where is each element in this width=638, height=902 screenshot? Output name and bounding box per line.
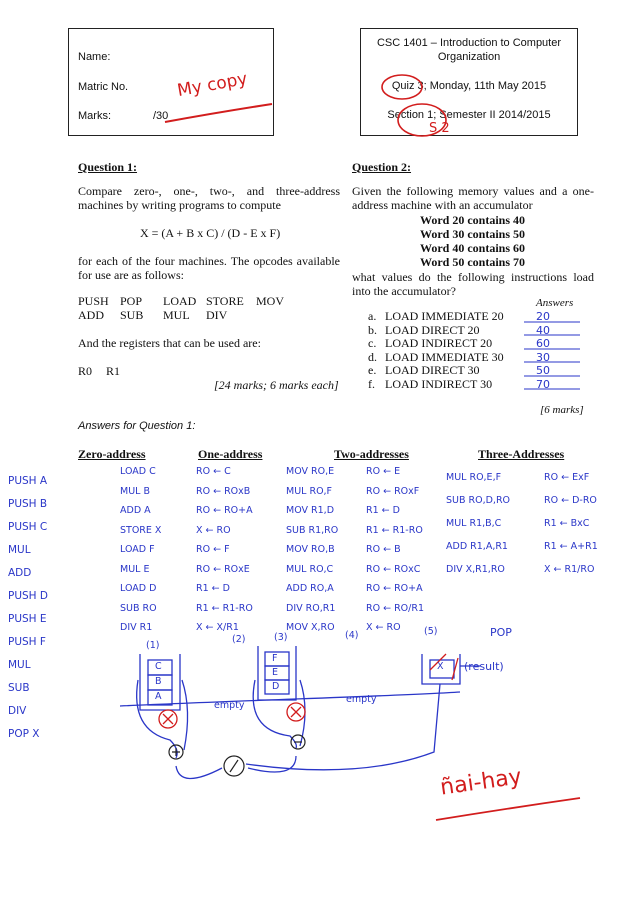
item-text: LOAD DIRECT 20 [385, 322, 480, 337]
code-line: ADD A [120, 505, 151, 516]
code-line: ADD R1,A,R1 [446, 541, 508, 552]
code-line: R1 ← R1-RO [196, 602, 253, 614]
opcode: DIV [206, 308, 228, 322]
name-label: Name: [78, 51, 111, 63]
column-three-addresses: Three-Addresses [478, 447, 565, 461]
item-text: LOAD INDIRECT 30 [385, 376, 493, 391]
empty-label: empty [214, 700, 245, 711]
item-letter: f. [368, 376, 375, 391]
code-line: X ← X/R1 [196, 622, 239, 633]
two-address-rtl [366, 462, 424, 638]
code-line: R1 ← D [366, 505, 400, 516]
code-line: MOV X,RO [286, 622, 335, 633]
code-line: LOAD F [120, 544, 155, 555]
red-circles [380, 60, 460, 150]
column-one-address: One-address [198, 447, 263, 461]
stack1-item: A [155, 691, 162, 702]
stack-line: ADD [8, 567, 32, 579]
code-line: DIV X,R1,RO [446, 564, 505, 575]
q1-marks: [24 marks; 6 marks each] [214, 378, 339, 392]
answers-header: Answers [536, 297, 574, 309]
opcode: STORE [206, 294, 244, 308]
code-line: X ← RO [196, 524, 231, 536]
stack-program [8, 470, 48, 746]
item-answer: 30 [536, 350, 550, 364]
stack-line: MUL [8, 659, 31, 671]
code-line: RO ← D-RO [544, 495, 597, 506]
course-title: CSC 1401 – Introduction to Computer [376, 37, 562, 49]
signature-underline [430, 790, 590, 830]
code-line: MOV R1,D [286, 505, 335, 516]
stack2-item: D [272, 681, 280, 692]
code-line: X ← RO [366, 622, 401, 633]
code-line: X ← R1/RO [544, 564, 595, 575]
code-line: MUL B [120, 485, 150, 497]
code-line: DIV R1 [120, 622, 153, 633]
code-line: MUL RO,F [286, 485, 333, 497]
stack-line: POP X [8, 728, 40, 740]
stack2-item: E [272, 667, 279, 678]
q2-marks: [6 marks] [540, 404, 584, 416]
q1-formula: X = (A + B x C) / (D - E x F) [140, 226, 281, 240]
code-line: SUB R1,RO [286, 524, 339, 536]
item-answer: 60 [536, 337, 550, 350]
register-r1: R1 [106, 364, 121, 378]
column-zero-address: Zero-address [78, 447, 146, 461]
pop-label: POP [490, 626, 512, 639]
opcode: MOV [256, 294, 285, 308]
stack-line: PUSH C [8, 521, 48, 533]
opcode: LOAD [163, 294, 197, 308]
quiz-date: Quiz 3; Monday, 11th May 2015 [391, 80, 547, 92]
code-line: MUL R1,B,C [446, 518, 502, 529]
handwritten-section: S 2 [429, 121, 450, 136]
stack1-item: B [155, 676, 162, 687]
code-line: RO ← F [196, 544, 230, 555]
code-line: RO ← B [366, 544, 401, 555]
stack-line: SUB [8, 682, 30, 694]
code-line: RO ← RO+A [196, 505, 253, 516]
column-two-addresses: Two-addresses [334, 447, 409, 461]
opcode: ADD [78, 308, 104, 322]
code-line: MOV RO,E [286, 466, 335, 477]
stack-line: PUSH E [8, 613, 47, 625]
stack-line: PUSH B [8, 498, 48, 510]
result-x: X [437, 661, 444, 672]
item-text: LOAD DIRECT 30 [385, 363, 480, 377]
q2-paragraph-2: what values do the following instructions load into the accumulator? [352, 270, 594, 298]
q1-heading: Question 1: [78, 160, 138, 174]
item-letter: b. [368, 322, 377, 337]
course-title-2: Organization [437, 51, 501, 63]
q2-paragraph-1: Given the following memory values and a one-address machine with an accumulator [352, 184, 594, 212]
stack-line: PUSH D [8, 590, 49, 602]
stack2-item: F [272, 653, 278, 664]
code-line: RO ← ROxF [366, 485, 420, 497]
answers-title: Answers for Question 1: [78, 420, 196, 432]
item-letter: e. [368, 363, 377, 377]
two-address-program [286, 462, 338, 638]
item-answer: 50 [536, 364, 550, 377]
opcode: SUB [120, 308, 144, 322]
code-line: MUL RO,C [286, 563, 334, 575]
code-line: RO ← ROxE [196, 563, 250, 575]
code-line: R1 ← R1-RO [366, 524, 423, 536]
result-note: (result) [464, 660, 504, 673]
stack-line: PUSH F [8, 636, 46, 648]
item-letter: d. [368, 349, 377, 364]
section-info: Section 1; Semester II 2014/2015 [387, 109, 551, 121]
code-line: RO ← ROxC [366, 563, 421, 575]
code-line: MUL E [120, 563, 150, 575]
memory-word: Word 20 contains 40 [420, 213, 526, 227]
item-text: LOAD INDIRECT 20 [385, 336, 493, 350]
code-line: SUB RO [120, 602, 157, 614]
code-line: R1 ← A+R1 [544, 541, 598, 552]
code-line: R1 ← D [196, 583, 230, 594]
code-line: DIV RO,R1 [286, 602, 336, 614]
register-r0: R0 [78, 364, 93, 378]
marks-label: Marks: [78, 110, 111, 122]
code-line: SUB RO,D,RO [446, 495, 511, 506]
code-line: R1 ← BxC [544, 518, 590, 529]
code-line: ADD RO,A [286, 583, 334, 594]
answer-underlines [524, 320, 584, 405]
step-label: (5) [424, 626, 438, 637]
opcode: MUL [163, 308, 190, 322]
q2-heading: Question 2: [352, 160, 412, 174]
handwritten-my-copy: My copy [175, 69, 249, 101]
step-label: (4) [345, 630, 359, 641]
memory-word: Word 30 contains 50 [420, 227, 526, 241]
code-line: MOV RO,B [286, 544, 335, 555]
code-line: LOAD D [120, 583, 157, 594]
stack-line: MUL [8, 544, 31, 556]
code-line: RO ← C [196, 466, 231, 477]
signature: ñai-hay [438, 764, 524, 801]
opcode: POP [120, 294, 143, 308]
code-line: RO ← ExF [544, 472, 590, 483]
item-answer: 40 [536, 323, 550, 337]
stack1-item: C [155, 661, 162, 672]
code-line: RO ← ROxB [196, 485, 251, 497]
stack-line: DIV [8, 705, 27, 717]
item-text: LOAD IMMEDIATE 20 [385, 309, 504, 323]
zero-address-program [120, 462, 161, 638]
red-underline [160, 100, 280, 130]
memory-word: Word 40 contains 60 [420, 241, 526, 255]
code-line: RO ← E [366, 466, 401, 477]
step-label: (3) [274, 632, 288, 643]
code-line: RO ← RO+A [366, 583, 423, 594]
stack-line: PUSH A [8, 475, 48, 487]
q1-paragraph-2: for each of the four machines. The opcodes available for use are as follows: [78, 254, 340, 282]
code-line: STORE X [120, 524, 162, 536]
matric-label: Matric No. [78, 81, 129, 93]
code-line: LOAD C [120, 466, 156, 477]
memory-list [420, 213, 525, 269]
code-line: MUL RO,E,F [446, 472, 502, 483]
marks-total: /30 [153, 110, 169, 122]
item-answer: 20 [536, 310, 550, 323]
three-address-rtl [544, 466, 598, 581]
item-letter: c. [368, 336, 377, 350]
q1-paragraph-3: And the registers that can be used are: [78, 336, 261, 350]
item-letter: a. [368, 309, 377, 323]
memory-word: Word 50 contains 70 [420, 255, 526, 269]
step-label: (2) [232, 634, 246, 645]
step-label: (1) [146, 640, 160, 651]
item-answer: 70 [536, 377, 550, 391]
opcode: PUSH [78, 294, 109, 308]
three-address-program [446, 466, 510, 581]
item-text: LOAD IMMEDIATE 30 [385, 349, 504, 364]
code-line: RO ← RO/R1 [366, 602, 425, 614]
empty-label: empty [346, 694, 377, 705]
one-address-program [196, 462, 253, 638]
q1-paragraph-1: Compare zero-, one-, two-, and three-address machines by writing programs to compute [78, 184, 340, 212]
